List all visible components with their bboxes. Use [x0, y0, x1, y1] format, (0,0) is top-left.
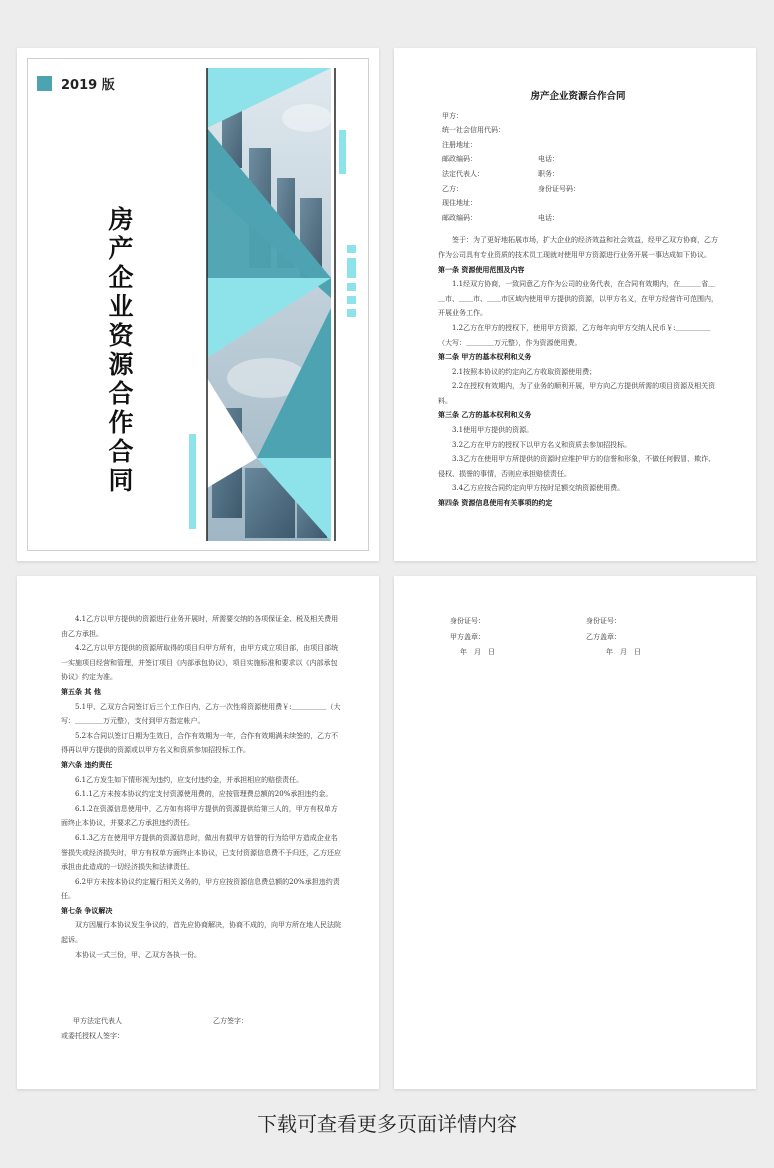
field-label: 电话：	[538, 213, 559, 222]
clause-paragraph: 6.1.3乙方在使用甲方提供的资源信息时，做出有损甲方信誉的行为给甲方造成企业名誉损失或经济损失时，甲方有权单方面终止本协议，已支付资源信息费不予归还，乙方还应承担由此造成的一切经济损失和法律责任。	[61, 833, 341, 872]
field-label: 甲方：	[442, 111, 463, 120]
signature-label: 甲方法定代表人	[73, 1017, 122, 1026]
contract-page-3	[394, 576, 756, 1089]
section-heading: 第五条 其 他	[61, 686, 101, 696]
section-heading: 第三条 乙方的基本权利和义务	[438, 410, 532, 420]
clause-paragraph: 双方因履行本协议发生争议的，首先应协商解决，协商不成的，向甲方所在地人民法院起诉。	[61, 921, 341, 945]
clause-paragraph: 6.2甲方未按本协议约定履行相关义务的，甲方应按资源信息费总额的20%承担违约责任。	[61, 877, 340, 901]
accent-bar-left	[189, 434, 196, 529]
clause-paragraph: 2.2在授权有效期内，为了业务的顺利开展，甲方向乙方提供所需的项目资源及相关资料。	[438, 382, 716, 405]
cover-title: 房产企业资源合作合同	[105, 206, 134, 496]
clause-paragraph: 3.4乙方应按合同约定向甲方按时足额交纳资源使用费。	[452, 484, 625, 493]
field-label: 法定代表人：	[442, 169, 484, 178]
field-label: 现住地址：	[442, 199, 477, 208]
section-heading: 第四条 资源信息使用有关事项的约定	[438, 498, 553, 508]
signature-label: 年 月 日	[460, 648, 495, 656]
signature-row	[450, 630, 730, 646]
clause-paragraph: 6.1乙方发生如下情形视为违约，应支付违约金，并承担相应的赔偿责任。	[75, 775, 304, 784]
signature-row	[61, 1029, 341, 1044]
signature-label: 甲方盖章：	[450, 632, 485, 641]
signature-row	[61, 1014, 341, 1029]
version-label: 2019 版	[61, 78, 115, 93]
field-row	[438, 167, 718, 182]
footer-download-hint[interactable]: 下载可查看更多页面详情内容	[257, 1112, 517, 1136]
clause-paragraph: 3.1使用甲方提供的资源。	[452, 426, 534, 435]
section-heading: 第二条 甲方的基本权利和义务	[438, 352, 532, 362]
field-row	[438, 211, 718, 226]
signature-label: 身份证号：	[586, 617, 621, 625]
page1-content	[438, 90, 718, 511]
signature-gap	[61, 962, 341, 1014]
signature-label: 或委托授权人签字：	[61, 1031, 124, 1040]
cover-artwork	[17, 48, 379, 561]
field-row	[438, 182, 718, 197]
signature-row	[450, 614, 730, 630]
clause-paragraph: 3.2乙方在甲方的授权下以甲方名义和资质去参加招投标。	[452, 440, 632, 449]
page3-content	[450, 614, 730, 661]
clause-paragraph: 4.2乙方以甲方提供的资源所取得的项目归甲方所有，由甲方成立项目部，由项目部统一实施项目经营和管理，并签订项目《内部承包协议》，项目实施标准和要求以《内部承包协议》约定为准。	[61, 644, 339, 682]
field-label: 邮政编码：	[442, 155, 477, 164]
field-row	[438, 152, 718, 167]
clause-paragraph: 5.2本合同以签订日期为生效日，合作有效期为一年，合作有效期满未续签的，乙方不得再以甲方提供的资源或以甲方名义和资质参加招投标工作。	[61, 731, 339, 755]
signature-row	[450, 645, 730, 661]
clause-paragraph: 1.1经双方协商，一致同意乙方作为公司的业务代表，在合同有效期内，在＿＿＿省＿＿市、＿＿市、＿＿市区域内使用甲方提供的资源，以甲方名义，在甲方经营许可范围内，开展业务工作。	[438, 280, 718, 318]
page1-title: 房产企业资源合作合同	[530, 91, 626, 102]
contract-page-2	[17, 576, 379, 1089]
field-label: 乙方：	[442, 184, 463, 193]
field-label: 邮政编码：	[442, 213, 477, 222]
clause-paragraph: 3.3乙方在使用甲方所提供的资源时应维护甲方的信誉和形象，不做任何假冒、欺诈、侵权、损誉的事情，否则应承担赔偿责任。	[438, 455, 716, 478]
signature-label: 年 月 日	[606, 648, 641, 656]
clause-paragraph: 1.2乙方在甲方的授权下，使用甲方资源，乙方每年向甲方交纳人民币￥:＿＿＿＿＿（大写：＿＿＿＿万元整），作为资源使用费。	[438, 323, 711, 347]
clause-paragraph: 6.1.1乙方未按本协议约定支付资源使用费的，应按管理费总额的20%承担违约金。	[75, 790, 333, 799]
signature-label: 乙方签字：	[213, 1017, 248, 1026]
field-label: 电话：	[538, 155, 559, 164]
clause-paragraph: 本协议一式三份，甲、乙双方各执一份。	[75, 950, 201, 959]
section-heading: 第一条 资源使用范围及内容	[438, 264, 525, 274]
signature-label: 乙方盖章：	[586, 632, 621, 641]
clause-paragraph: 2.1按照本协议的约定向乙方收取资源使用费；	[452, 367, 597, 376]
field-label: 统一社会信用代码：	[442, 126, 505, 135]
signature-label: 身份证号：	[450, 617, 485, 625]
field-label: 注册地址：	[442, 140, 477, 149]
accent-dashes	[347, 245, 356, 317]
section-heading: 第七条 争议解决	[61, 905, 113, 915]
field-label: 身份证号码：	[538, 184, 580, 193]
clause-paragraph: 5.1甲、乙双方合同签订后三个工作日内，乙方一次性将资源使用费￥:＿＿＿＿＿（大写：＿＿＿＿万元整），支付到甲方指定帐户。	[61, 702, 341, 726]
cover-page	[17, 48, 379, 561]
clause-paragraph: 6.1.2在资源信息使用中，乙方如有将甲方提供的资源提供给第三人的，甲方有权单方面终止本协议，并要求乙方承担违约责任。	[61, 804, 338, 828]
section-heading: 第六条 违约责任	[61, 759, 113, 769]
clause-paragraph: 4.1乙方以甲方提供的资源进行业务开展时，所需要交纳的各项保证金、税及相关费用由乙方承担。	[61, 615, 339, 638]
field-label: 职务：	[538, 169, 559, 178]
spacer	[438, 225, 718, 233]
version-square-icon	[37, 76, 52, 91]
page2-content	[61, 612, 341, 1043]
intro-paragraph: 签于：为了更好地拓展市场，扩大企业的经济效益和社会效益，经甲乙双方协商，乙方作为公司具有专业资质的技术员工现就对使用甲方资源进行业务开展一事达成如下协议。	[438, 236, 718, 259]
accent-bar-right	[339, 130, 346, 174]
contract-page-1	[394, 48, 756, 561]
